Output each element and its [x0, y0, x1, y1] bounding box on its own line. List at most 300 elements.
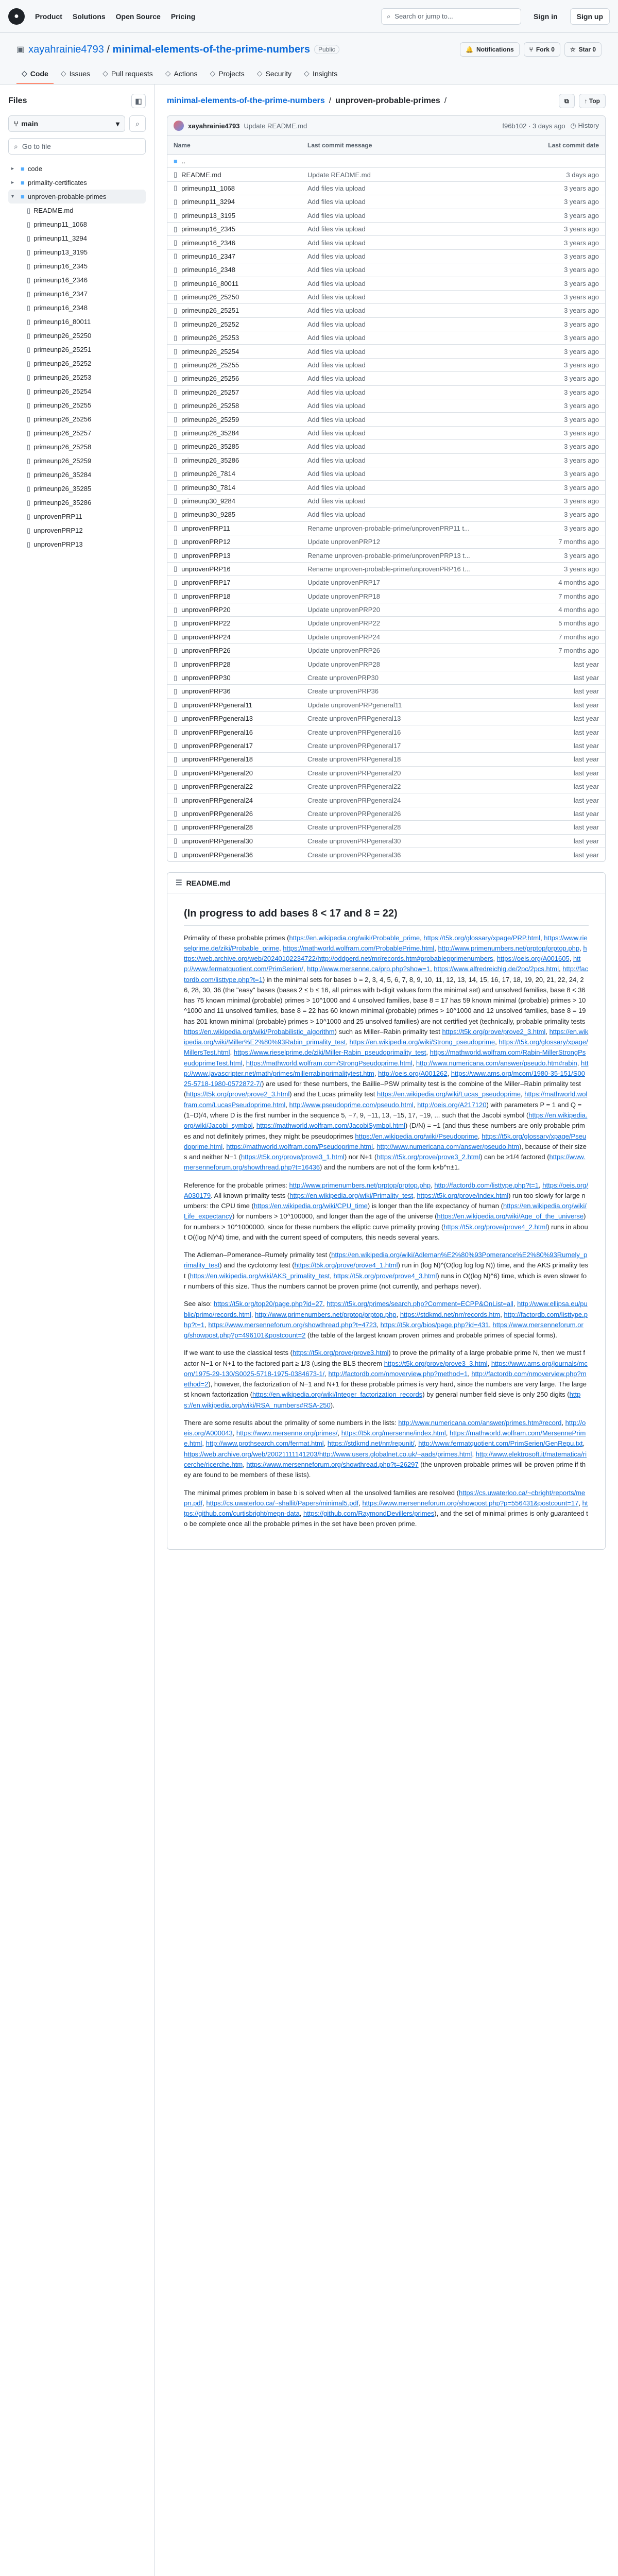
tab-projects[interactable]: [204, 64, 249, 84]
commit-message-cell[interactable]: Add files via upload: [307, 225, 366, 233]
file-name-cell[interactable]: [174, 483, 307, 492]
tree-file[interactable]: [8, 204, 146, 217]
readme-link[interactable]: https://www.ams.org/mcom/1980-35-151/S0025-5718-1980-0572872-7/: [184, 1069, 585, 1088]
readme-link[interactable]: http://www.prothsearch.com/fermat.html: [205, 1439, 324, 1448]
commit-message-cell[interactable]: Update unprovenPRP12: [307, 538, 380, 546]
readme-link[interactable]: https://en.wikipedia.org/wiki/Strong_pseudoprime: [349, 1038, 495, 1046]
go-to-file-input[interactable]: [8, 138, 146, 155]
file-name[interactable]: primeunp26_25255: [181, 361, 239, 369]
file-name-cell[interactable]: [174, 660, 307, 668]
file-name-cell[interactable]: [174, 279, 307, 287]
tree-file[interactable]: [8, 245, 146, 259]
commit-message-cell[interactable]: Create unprovenPRPgeneral26: [307, 809, 401, 818]
readme-link[interactable]: https://oeis.org/A030179: [184, 1181, 589, 1199]
readme-link[interactable]: https://en.wikipedia.org/wiki/Life_expectancy: [184, 1202, 587, 1221]
readme-link[interactable]: https://en.wikipedia.org/wiki/Adleman%E2%80%93Pomerance%E2%80%93Rumely_primality_test: [184, 1251, 588, 1269]
file-name-cell[interactable]: [174, 511, 307, 519]
file-name[interactable]: unprovenPRPgeneral17: [181, 741, 253, 750]
file-name[interactable]: primeunp30_7814: [181, 483, 235, 492]
commit-message-cell[interactable]: Add files via upload: [307, 239, 366, 247]
tab-issues[interactable]: [56, 64, 95, 84]
tree-folder[interactable]: [8, 190, 146, 204]
readme-link[interactable]: http://www.fermatquotient.com/PrimSerien/: [184, 955, 581, 973]
commit-message-cell[interactable]: Add files via upload: [307, 211, 366, 219]
breadcrumb-repo-link[interactable]: minimal-elements-of-the-prime-numbers: [167, 96, 325, 105]
file-name-cell[interactable]: [174, 347, 307, 355]
file-name[interactable]: primeunp16_2345: [181, 225, 235, 233]
file-name[interactable]: primeunp26_25250: [181, 293, 239, 301]
file-name-cell[interactable]: [174, 361, 307, 369]
notifications-button[interactable]: [460, 42, 520, 57]
avatar[interactable]: [174, 121, 184, 131]
commit-message-cell[interactable]: Rename unproven-probable-prime/unprovenPRP11 t...: [307, 524, 470, 532]
branch-selector[interactable]: [8, 115, 125, 132]
readme-link[interactable]: https://github.com/RaymondDevillers/primes: [303, 1510, 435, 1518]
tree-file[interactable]: [8, 412, 146, 426]
readme-link[interactable]: https://www.mersenneforum.org/showthread.php?t=26297: [246, 1460, 419, 1468]
file-icon: ▯: [174, 837, 178, 845]
file-name-cell[interactable]: [174, 171, 307, 179]
file-name-cell[interactable]: [174, 633, 307, 641]
tree-file[interactable]: [8, 454, 146, 468]
readme-link[interactable]: https://t5k.org/prove/prove2_3.html: [442, 1027, 546, 1036]
file-name[interactable]: unprovenPRPgeneral24: [181, 796, 253, 804]
commit-message-cell[interactable]: Add files via upload: [307, 320, 366, 328]
readme-link[interactable]: https://www.mersenneforum.org/showthread.php?t=16436: [184, 1153, 586, 1172]
file-name[interactable]: unprovenPRPgeneral16: [181, 728, 253, 736]
readme-link[interactable]: https://mathworld.wolfram.com/MersennePrime.html: [184, 1429, 586, 1448]
readme-link[interactable]: https://web.archive.org/web/20240102234722/http://oddperd.net/mr/records.htm#probablepprimenumbers: [184, 944, 587, 963]
nav-product[interactable]: Product: [35, 12, 62, 21]
file-name-cell[interactable]: [174, 320, 307, 328]
nav-open-source[interactable]: Open Source: [115, 12, 161, 21]
file-name-cell[interactable]: [174, 375, 307, 383]
commit-message-cell[interactable]: Update unprovenPRP20: [307, 606, 380, 614]
commit-message-cell[interactable]: Add files via upload: [307, 415, 366, 423]
commit-message-cell[interactable]: Create unprovenPRPgeneral20: [307, 769, 401, 777]
file-name[interactable]: unprovenPRPgeneral22: [181, 783, 253, 791]
file-name-cell[interactable]: [174, 837, 307, 845]
sign-up-button[interactable]: Sign up: [570, 8, 610, 25]
file-name[interactable]: unprovenPRP26: [181, 647, 231, 655]
commit-message-cell[interactable]: Add files via upload: [307, 293, 366, 301]
commit-message-cell[interactable]: Add files via upload: [307, 470, 366, 478]
readme-link[interactable]: https://www.rieselprime.de/ziki/Miller-Rabin_pseudoprimality_test: [233, 1048, 426, 1057]
file-name-cell[interactable]: [174, 741, 307, 750]
file-name-cell[interactable]: [174, 579, 307, 587]
commit-message-cell[interactable]: Add files via upload: [307, 198, 366, 206]
file-name-cell[interactable]: [174, 293, 307, 301]
commit-message-cell[interactable]: Create unprovenPRPgeneral30: [307, 837, 401, 845]
file-name-cell[interactable]: [174, 456, 307, 464]
file-name[interactable]: primeunp26_25254: [181, 347, 239, 355]
tree-file[interactable]: [8, 510, 146, 523]
file-name[interactable]: unprovenPRPgeneral11: [181, 701, 252, 709]
readme-link[interactable]: https://t5k.org/bios/page.php?id=431: [380, 1320, 489, 1329]
readme-link[interactable]: https://web.archive.org/web/20021111141203/http://www.users.globalnet.co.uk/~aads/primes.html: [184, 1450, 472, 1458]
readme-link[interactable]: http://oeis.org/A217120: [417, 1100, 487, 1109]
tree-file[interactable]: [8, 301, 146, 315]
readme-link[interactable]: https://www.mersenne.org/primes/: [236, 1429, 338, 1437]
tree-file[interactable]: [8, 384, 146, 398]
file-name-cell[interactable]: [174, 551, 307, 560]
file-name-cell[interactable]: [174, 388, 307, 396]
commit-message-cell[interactable]: Add files via upload: [307, 334, 366, 342]
commit-message-cell[interactable]: Add files via upload: [307, 402, 366, 410]
file-name[interactable]: primeunp30_9284: [181, 497, 235, 505]
readme-link[interactable]: https://t5k.org/glossary/xpage/Pseudoprime.html: [184, 1132, 587, 1150]
readme-link[interactable]: http://www.pseudoprime.com/pseudo.html: [289, 1100, 414, 1109]
tree-file[interactable]: [8, 426, 146, 440]
readme-link[interactable]: https://t5k.org/glossary/xpage/MillersTest.html: [184, 1038, 588, 1057]
commit-message-cell[interactable]: Rename unproven-probable-prime/unprovenPRP16 t...: [307, 565, 470, 573]
commit-message-cell[interactable]: Add files via upload: [307, 375, 366, 383]
readme-link[interactable]: https://mathworld.wolfram.com/StrongPseudoprime.html: [246, 1059, 413, 1067]
tree-file[interactable]: [8, 482, 146, 496]
star-button[interactable]: [564, 42, 602, 57]
readme-link[interactable]: http://oeis.org/A000043: [184, 1418, 586, 1437]
file-name[interactable]: unprovenPRP13: [181, 551, 231, 560]
commit-message-cell[interactable]: Update README.md: [307, 171, 371, 179]
file-name-cell[interactable]: [174, 647, 307, 655]
file-name-cell[interactable]: [174, 809, 307, 818]
history-link[interactable]: [571, 122, 599, 130]
file-name[interactable]: unprovenPRP36: [181, 687, 231, 696]
readme-link[interactable]: https://en.wikipedia.org/wiki/Probabilistic_algorithm: [184, 1027, 335, 1036]
repo-name-link[interactable]: minimal-elements-of-the-prime-numbers: [112, 43, 310, 55]
commit-message-cell[interactable]: Add files via upload: [307, 184, 366, 192]
tree-file[interactable]: [8, 357, 146, 370]
file-name[interactable]: primeunp26_7814: [181, 470, 235, 478]
readme-link[interactable]: https://t5k.org/prove/prove2_3.html: [186, 1090, 290, 1098]
readme-link[interactable]: http://www.primenumbers.net/prptop/prptop.php: [255, 1310, 397, 1318]
file-name[interactable]: unprovenPRP18: [181, 592, 231, 600]
file-name[interactable]: unprovenPRP11: [181, 524, 230, 532]
tree-file[interactable]: [8, 370, 146, 384]
readme-link[interactable]: https://en.wikipedia.org/wiki/AKS_primality_test: [190, 1272, 330, 1280]
readme-link[interactable]: http://www.numericana.com/answer/pseudo.htm#rabin: [416, 1059, 577, 1067]
tree-file[interactable]: [8, 259, 146, 273]
file-name-cell[interactable]: [174, 606, 307, 614]
commit-message-cell[interactable]: Add files via upload: [307, 497, 366, 505]
github-logo-icon[interactable]: ●: [8, 8, 25, 25]
readme-link[interactable]: http://www.javascripter.net/math/primes/millerrabinprimalitytest.htm: [184, 1059, 589, 1077]
readme-link[interactable]: http://www.fermatquotient.com/PrimSerien/GenRepu.txt: [418, 1439, 583, 1448]
readme-link[interactable]: https://t5k.org/prove/prove3_2.html: [376, 1153, 480, 1161]
commit-message-cell[interactable]: Create unprovenPRPgeneral36: [307, 851, 401, 859]
file-name-cell[interactable]: [174, 796, 307, 804]
file-name-cell[interactable]: [174, 334, 307, 342]
commit-message-cell[interactable]: Create unprovenPRPgeneral13: [307, 715, 401, 723]
tree-folder[interactable]: [8, 176, 146, 190]
file-name[interactable]: primeunp26_25251: [181, 307, 239, 315]
file-name[interactable]: primeunp26_25253: [181, 334, 239, 342]
readme-link[interactable]: https://t5k.org/glossary/xpage/PRP.html: [423, 934, 541, 942]
file-name[interactable]: unprovenPRPgeneral13: [181, 715, 253, 723]
file-name-cell[interactable]: [174, 783, 307, 791]
file-name[interactable]: unprovenPRP17: [181, 579, 231, 587]
readme-link[interactable]: https://t5k.org/prove/prove3_1.html: [241, 1153, 345, 1161]
commit-message-cell[interactable]: Add files via upload: [307, 266, 366, 274]
readme-link[interactable]: https://stdkmd.net/nrr/repunit/: [327, 1439, 415, 1448]
tree-file[interactable]: [8, 231, 146, 245]
file-name[interactable]: unprovenPRPgeneral30: [181, 837, 253, 845]
file-name-cell[interactable]: [174, 497, 307, 505]
readme-link[interactable]: http://www.primenumbers.net/prptop/prptop.php: [438, 944, 580, 952]
file-name-cell[interactable]: [174, 157, 307, 165]
readme-link[interactable]: https://en.wikipedia.org/wiki/RSA_numbers#RSA-250: [184, 1391, 581, 1409]
tree-file[interactable]: [8, 273, 146, 287]
file-name[interactable]: README.md: [181, 171, 221, 179]
commit-message-cell[interactable]: Create unprovenPRP36: [307, 687, 379, 696]
readme-link[interactable]: https://mathworld.wolfram.com/Pseudoprime.html: [226, 1142, 373, 1150]
file-name-cell[interactable]: [174, 687, 307, 696]
file-name[interactable]: primeunp16_2346: [181, 239, 235, 247]
file-name-cell[interactable]: [174, 239, 307, 247]
readme-link[interactable]: http://www.ellipsa.eu/public/primo/records.html: [184, 1300, 588, 1318]
readme-link[interactable]: https://t5k.org/top20/page.php?id=27: [213, 1300, 323, 1308]
file-name[interactable]: primeunp26_25252: [181, 320, 239, 328]
file-name[interactable]: primeunp26_35285: [181, 443, 239, 451]
commit-message-cell[interactable]: Add files via upload: [307, 456, 366, 464]
readme-link[interactable]: https://stdkmd.net/nrr/records.htm: [400, 1310, 501, 1318]
file-name-cell[interactable]: [174, 429, 307, 437]
readme-link[interactable]: http://www.primenumbers.net/prptop/prptop.php: [289, 1181, 431, 1189]
commit-message-cell[interactable]: Create unprovenPRPgeneral16: [307, 728, 401, 736]
file-name-cell[interactable]: [174, 769, 307, 777]
commit-message[interactable]: Update README.md: [244, 122, 307, 130]
readme-link[interactable]: https://en.wikipedia.org/wiki/Primality_test: [289, 1191, 414, 1199]
readme-link[interactable]: https://en.wikipedia.org/wiki/CPU_time: [253, 1202, 368, 1210]
readme-link[interactable]: https://cs.uwaterloo.ca/~cbright/reports/mepn.pdf: [184, 1488, 586, 1507]
commit-message-cell[interactable]: Update unprovenPRP28: [307, 660, 380, 668]
tab-security[interactable]: [252, 64, 297, 84]
readme-link[interactable]: https://en.wikipedia.org/wiki/Integer_factorization_records: [252, 1391, 423, 1399]
tab-pull-requests[interactable]: [97, 64, 158, 84]
readme-link[interactable]: http://factordb.com/nmoverview.php?method=2: [184, 1369, 587, 1388]
file-name[interactable]: primeunp30_9285: [181, 511, 235, 519]
file-name-cell[interactable]: [174, 225, 307, 233]
file-name-cell[interactable]: [174, 252, 307, 260]
tree-file[interactable]: [8, 343, 146, 357]
readme-link[interactable]: https://cs.uwaterloo.ca/~shallit/Papers/minimal5.pdf: [206, 1499, 359, 1507]
readme-link[interactable]: https://t5k.org/prove/prove4_3.html: [333, 1272, 437, 1280]
file-name-cell[interactable]: [174, 524, 307, 532]
nav-solutions[interactable]: Solutions: [72, 12, 106, 21]
file-name-cell[interactable]: [174, 715, 307, 723]
tab-insights[interactable]: [299, 64, 342, 84]
readme-link[interactable]: https://en.wikipedia.org/wiki/Miller%E2%80%93Rabin_primality_test: [184, 1027, 589, 1046]
file-name-cell[interactable]: [174, 415, 307, 423]
readme-link[interactable]: https://en.wikipedia.org/wiki/Jacobi_symbol: [184, 1111, 588, 1130]
file-name[interactable]: unprovenPRPgeneral26: [181, 809, 253, 818]
file-name[interactable]: unprovenPRPgeneral36: [181, 851, 253, 859]
file-name-cell[interactable]: [174, 443, 307, 451]
file-name[interactable]: primeunp11_1068: [181, 184, 235, 192]
tab-label: Insights: [312, 69, 338, 78]
readme-link[interactable]: https://en.wikipedia.org/wiki/Pseudoprime: [355, 1132, 478, 1140]
readme-link[interactable]: https://www.ams.org/journals/mcom/1975-29-130/S0025-5718-1975-0384673-1/: [184, 1359, 588, 1378]
readme-link[interactable]: https://en.wikipedia.org/wiki/Age_of_the_universe: [437, 1212, 584, 1221]
sidebar-search-icon[interactable]: ⌕: [129, 115, 146, 132]
file-name-cell[interactable]: [174, 851, 307, 859]
readme-link[interactable]: https://www.rieselprime.de/ziki/Probable_prime: [184, 934, 588, 952]
file-name-cell[interactable]: [174, 184, 307, 192]
file-name[interactable]: primeunp13_3195: [181, 211, 235, 219]
readme-link[interactable]: https://www.mersenneforum.org/showpost.php?p=556431&postcount=17: [362, 1499, 579, 1507]
readme-link[interactable]: https://www.mersenneforum.org/showpost.php?p=496101&postcount=2: [184, 1320, 583, 1340]
file-name-cell[interactable]: [174, 402, 307, 410]
commit-message-cell[interactable]: Add files via upload: [307, 443, 366, 451]
tree-file[interactable]: [8, 315, 146, 329]
commit-message-cell[interactable]: Add files via upload: [307, 279, 366, 287]
readme-link[interactable]: https://en.wikipedia.org/wiki/Lucas_pseudoprime: [377, 1090, 521, 1098]
tree-file[interactable]: [8, 329, 146, 343]
commit-message-cell[interactable]: Add files via upload: [307, 307, 366, 315]
commit-message-cell[interactable]: Add files via upload: [307, 511, 366, 519]
readme-link[interactable]: https://t5k.org/prove/prove3_3.html: [384, 1359, 488, 1367]
readme-link[interactable]: https://t5k.org/prove/prove4_1.html: [294, 1261, 398, 1269]
tree-file[interactable]: [8, 287, 146, 301]
file-name[interactable]: unprovenPRP28: [181, 660, 231, 668]
commit-message-cell[interactable]: Update unprovenPRPgeneral11: [307, 701, 402, 709]
readme-link[interactable]: https://t5k.org/primes/search.php?Comment=ECPP&OnList=all: [327, 1300, 513, 1308]
readme-link[interactable]: https://mathworld.wolfram.com/Rabin-MillerStrongPseudoprimeTest.html: [184, 1048, 586, 1067]
file-name[interactable]: unprovenPRP22: [181, 619, 231, 628]
file-name-cell[interactable]: [174, 619, 307, 628]
readme-link[interactable]: http://oeis.org/A001262: [378, 1069, 448, 1077]
file-name[interactable]: primeunp26_25258: [181, 402, 239, 410]
file-name[interactable]: ..: [181, 157, 186, 165]
commit-message-cell[interactable]: Create unprovenPRPgeneral17: [307, 741, 401, 750]
file-name[interactable]: unprovenPRP20: [181, 606, 231, 614]
readme-link[interactable]: https://t5k.org/prove/index.html: [417, 1191, 509, 1199]
readme-link[interactable]: https://t5k.org/prove/prove4_2.html: [443, 1223, 547, 1231]
commit-message-cell[interactable]: Create unprovenPRPgeneral28: [307, 823, 401, 832]
file-name[interactable]: unprovenPRP30: [181, 674, 231, 682]
file-name[interactable]: primeunp16_2348: [181, 266, 235, 274]
file-name-cell[interactable]: [174, 674, 307, 682]
file-name-cell[interactable]: [174, 538, 307, 546]
readme-link[interactable]: http://factordb.com/listtype.php?t=1: [434, 1181, 539, 1189]
fork-button[interactable]: [524, 42, 560, 57]
readme-link[interactable]: http://factordb.com/listtype.php?t=1: [184, 965, 589, 984]
commit-message-cell[interactable]: Add files via upload: [307, 252, 366, 260]
readme-link[interactable]: https://www.mersenneforum.org/showthread.php?t=4723: [208, 1320, 377, 1329]
tree-file[interactable]: [8, 468, 146, 482]
readme-link[interactable]: https://en.wikipedia.org/wiki/Probable_prime: [289, 934, 420, 942]
tree-file[interactable]: [8, 523, 146, 537]
commit-hash[interactable]: f96b102 · 3 days ago: [502, 122, 565, 130]
file-name-cell[interactable]: [174, 755, 307, 764]
commit-message-cell[interactable]: Update unprovenPRP22: [307, 619, 380, 628]
commit-message-cell[interactable]: Add files via upload: [307, 483, 366, 492]
readme-link[interactable]: http://www.elektrosoft.it/matematica/ricerche/ricerche.htm: [184, 1450, 587, 1468]
file-name-cell[interactable]: [174, 266, 307, 274]
tree-folder[interactable]: [8, 162, 146, 176]
readme-link[interactable]: https://t5k.org/prove/prove3.html: [292, 1349, 389, 1357]
commit-message-cell[interactable]: Update unprovenPRP18: [307, 592, 380, 600]
file-name[interactable]: primeunp26_35286: [181, 456, 239, 464]
file-name[interactable]: primeunp26_25256: [181, 375, 239, 383]
file-name[interactable]: unprovenPRP12: [181, 538, 231, 546]
file-name-cell[interactable]: [174, 307, 307, 315]
file-name[interactable]: primeunp16_80011: [181, 279, 239, 287]
file-name[interactable]: primeunp16_2347: [181, 252, 235, 260]
file-name[interactable]: unprovenPRPgeneral28: [181, 823, 253, 832]
file-name[interactable]: primeunp26_35284: [181, 429, 239, 437]
collapse-sidebar-icon[interactable]: ◧: [131, 94, 146, 108]
nav-pricing[interactable]: Pricing: [170, 12, 196, 21]
sign-in-link[interactable]: Sign in: [534, 12, 558, 21]
tree-file[interactable]: [8, 496, 146, 510]
tab-actions[interactable]: [160, 64, 203, 84]
file-name-cell[interactable]: [174, 211, 307, 219]
tree-file[interactable]: [8, 398, 146, 412]
commit-message-cell[interactable]: Rename unproven-probable-prime/unprovenPRP13 t...: [307, 551, 470, 560]
commit-message-cell[interactable]: Add files via upload: [307, 361, 366, 369]
readme-link[interactable]: https://github.com/curtisbright/mepn-data: [184, 1499, 588, 1518]
readme-link[interactable]: http://www.mersenne.ca/prp.php?show=1: [307, 965, 430, 973]
commit-message-cell[interactable]: Create unprovenPRP30: [307, 674, 379, 682]
file-name[interactable]: primeunp26_25259: [181, 415, 239, 423]
commit-message-cell[interactable]: Create unprovenPRPgeneral18: [307, 755, 401, 764]
readme-link[interactable]: http://www.numericana.com/answer/pseudo.htm: [376, 1142, 520, 1150]
commit-message-cell[interactable]: Update unprovenPRP26: [307, 647, 380, 655]
commit-message-cell[interactable]: Add files via upload: [307, 429, 366, 437]
file-name-cell[interactable]: [174, 198, 307, 206]
tree-file[interactable]: [8, 440, 146, 454]
file-name-cell[interactable]: [174, 728, 307, 736]
copy-path-button[interactable]: [559, 94, 575, 108]
file-name-cell[interactable]: [174, 565, 307, 573]
file-name[interactable]: unprovenPRP24: [181, 633, 231, 641]
readme-link[interactable]: https://t5k.org/mersenne/index.html: [341, 1429, 446, 1437]
commit-message-cell[interactable]: Update unprovenPRP24: [307, 633, 380, 641]
file-name-cell[interactable]: [174, 701, 307, 709]
readme-link[interactable]: https://mathworld.wolfram.com/JacobiSymbol.html: [256, 1122, 405, 1130]
file-name-cell[interactable]: [174, 823, 307, 832]
tree-file[interactable]: [8, 217, 146, 231]
readme-link[interactable]: http://www.numericana.com/answer/primes.htm#record: [398, 1418, 562, 1427]
commit-message-cell[interactable]: Add files via upload: [307, 388, 366, 396]
readme-link[interactable]: https://www.alfredreichlg.de/2pc/2pcs.html: [434, 965, 559, 973]
readme-link[interactable]: https://mathworld.wolfram.com/LucasPseudoprime.html: [184, 1090, 588, 1109]
commit-message-cell[interactable]: Update unprovenPRP17: [307, 579, 380, 587]
readme-link[interactable]: http://factordb.com/nmoverview.php?method=1: [328, 1369, 468, 1378]
tab-code[interactable]: [16, 64, 54, 84]
file-name[interactable]: unprovenPRP16: [181, 565, 231, 573]
readme-link[interactable]: https://mathworld.wolfram.com/ProbablePrime.html: [283, 944, 435, 952]
commit-author[interactable]: xayahrainie4793: [188, 122, 240, 130]
commit-message-cell[interactable]: Add files via upload: [307, 347, 366, 355]
tree-file[interactable]: [8, 537, 146, 551]
file-name-cell[interactable]: [174, 470, 307, 478]
search-input[interactable]: [381, 8, 521, 25]
file-name[interactable]: primeunp11_3294: [181, 198, 235, 206]
readme-text: ) and the Lucas primality test: [289, 1090, 377, 1098]
commit-message-cell[interactable]: Create unprovenPRPgeneral24: [307, 796, 401, 804]
commit-message-cell[interactable]: Create unprovenPRPgeneral22: [307, 783, 401, 791]
file-name[interactable]: unprovenPRPgeneral20: [181, 769, 253, 777]
file-name-cell[interactable]: [174, 592, 307, 600]
readme-link[interactable]: http://factordb.com/listtype.php?t=1: [184, 1310, 588, 1329]
repo-owner-link[interactable]: xayahrainie4793: [28, 43, 104, 55]
file-name[interactable]: primeunp26_25257: [181, 388, 239, 396]
readme-link[interactable]: https://oeis.org/A001605: [496, 955, 570, 963]
file-name[interactable]: unprovenPRPgeneral18: [181, 755, 253, 764]
top-button[interactable]: ↑ Top: [579, 94, 606, 108]
